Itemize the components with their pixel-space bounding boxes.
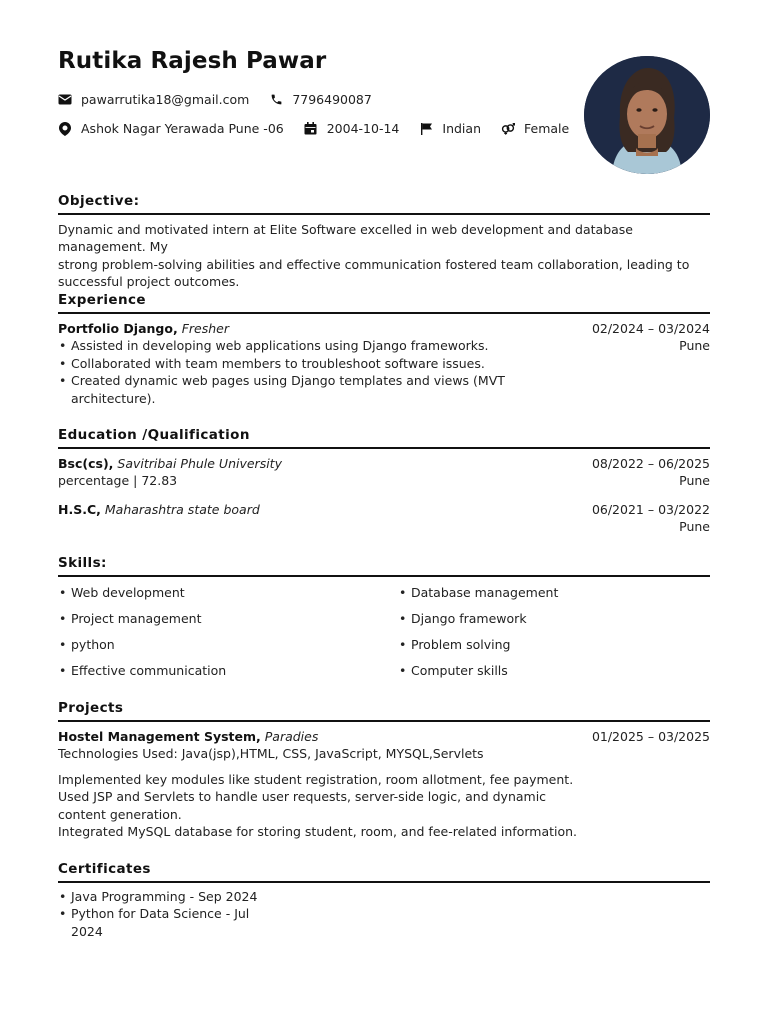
project-name: Hostel Management System,: [58, 729, 261, 744]
objective-line: Dynamic and motivated intern at Elite Software excelled in web development and database management. My: [58, 222, 633, 255]
profile-photo: [584, 56, 710, 174]
skill-item: • Django framework: [398, 611, 527, 626]
education-location: Pune: [679, 519, 710, 535]
gender-icon: [501, 122, 515, 136]
certificate-bullets: [58, 888, 258, 940]
education-degree: Bsc(cs),: [58, 456, 114, 471]
experience-entry: [58, 320, 538, 407]
project-line: Integrated MySQL database for storing student, room, and fee-related information.: [58, 824, 578, 840]
experience-location: Pune: [679, 338, 710, 354]
experience-role-type: Fresher: [181, 321, 229, 336]
objective-heading: Objective:: [58, 193, 710, 215]
list-item: • Assisted in developing web applications using Django frameworks.: [58, 337, 538, 354]
certificates-heading: Certificates: [58, 861, 710, 883]
phone-icon: [269, 93, 283, 107]
education-degree-line: [58, 455, 538, 472]
skills-heading: Skills:: [58, 555, 710, 577]
objective-line: strong problem-solving abilities and effective communication fostered team collaboration, leading to: [58, 256, 690, 272]
gender-text: Female: [524, 121, 570, 136]
education-dates: 06/2021 – 03/2022: [591, 502, 710, 517]
skill-item: • Project management: [58, 611, 201, 626]
dob-item: [304, 121, 400, 136]
address-item: [58, 121, 284, 136]
skill-item: • Problem solving: [398, 637, 510, 652]
nationality-text: Indian: [442, 121, 481, 136]
location-icon: [58, 122, 72, 136]
candidate-name: Rutika Rajesh Pawar: [58, 48, 327, 74]
project-dates: 01/2025 – 03/2025: [591, 729, 710, 744]
education-entry: [58, 501, 538, 518]
dob-text: 2004-10-14: [326, 121, 400, 136]
education-heading: Education /Qualification: [58, 427, 710, 449]
phone-item: [269, 92, 372, 107]
bullet-text: Created dynamic web pages using Django templates and views (MVT: [71, 373, 505, 389]
projects-heading: Projects: [58, 700, 710, 722]
skill-item: • Database management: [398, 585, 558, 600]
objective-line: successful project outcomes.: [58, 274, 240, 290]
project-title-line: [58, 728, 578, 745]
calendar-icon: [304, 122, 318, 136]
education-meta: [592, 455, 710, 490]
project-line: Implemented key modules like student registration, room allotment, fee payment.: [58, 771, 574, 787]
skill-item: • python: [58, 637, 115, 652]
skill-item: • Effective communication: [58, 663, 226, 678]
contact-row-2: [58, 121, 589, 136]
experience-meta: [592, 320, 710, 355]
education-dates: 08/2022 – 06/2025: [591, 456, 710, 471]
list-item: [58, 905, 258, 940]
education-location: Pune: [679, 473, 710, 489]
email-text: pawarrutika18@gmail.com: [81, 92, 250, 107]
list-item: • Collaborated with team members to troubleshoot software issues.: [58, 355, 538, 372]
list-item: • Java Programming - Sep 2024: [58, 888, 258, 905]
experience-role: Portfolio Django,: [58, 321, 178, 336]
experience-heading: Experience: [58, 292, 710, 314]
phone-text: 7796490087: [292, 92, 372, 107]
project-line: content generation.: [58, 806, 182, 822]
bullet-text: architecture).: [71, 390, 156, 406]
flag-icon: [419, 122, 433, 136]
experience-bullets: [58, 337, 538, 407]
nationality-item: [419, 121, 481, 136]
email-item: [58, 92, 249, 107]
education-degree-line: [58, 501, 538, 518]
education-detail: percentage | 72.83: [58, 473, 178, 489]
education-school: Savitribai Phule University: [117, 456, 282, 471]
mail-icon: [58, 93, 72, 107]
project-org: Paradies: [264, 729, 319, 744]
project-line: Used JSP and Servlets to handle user requests, server-side logic, and dynamic: [58, 789, 547, 805]
project-entry: [58, 728, 578, 840]
education-degree: H.S.C,: [58, 502, 101, 517]
education-school: Maharashtra state board: [104, 502, 260, 517]
gender-item: [501, 121, 569, 136]
address-text: Ashok Nagar Yerawada Pune -06: [81, 121, 284, 136]
experience-role-line: [58, 320, 538, 337]
certificates-list: [58, 888, 258, 940]
education-meta: [592, 501, 710, 536]
education-entry: [58, 455, 538, 490]
skill-item: • Web development: [58, 585, 185, 600]
project-tech: Technologies Used: Java(jsp),HTML, CSS, JavaScript, MYSQL,Servlets: [58, 746, 484, 762]
list-item: [58, 372, 538, 407]
experience-dates: 02/2024 – 03/2024: [591, 321, 710, 336]
contact-row-1: [58, 92, 392, 107]
certificate-text: Python for Data Science - Jul: [71, 906, 250, 922]
certificate-text: 2024: [71, 923, 103, 939]
skill-item: • Computer skills: [398, 663, 508, 678]
objective-text: [58, 221, 710, 291]
